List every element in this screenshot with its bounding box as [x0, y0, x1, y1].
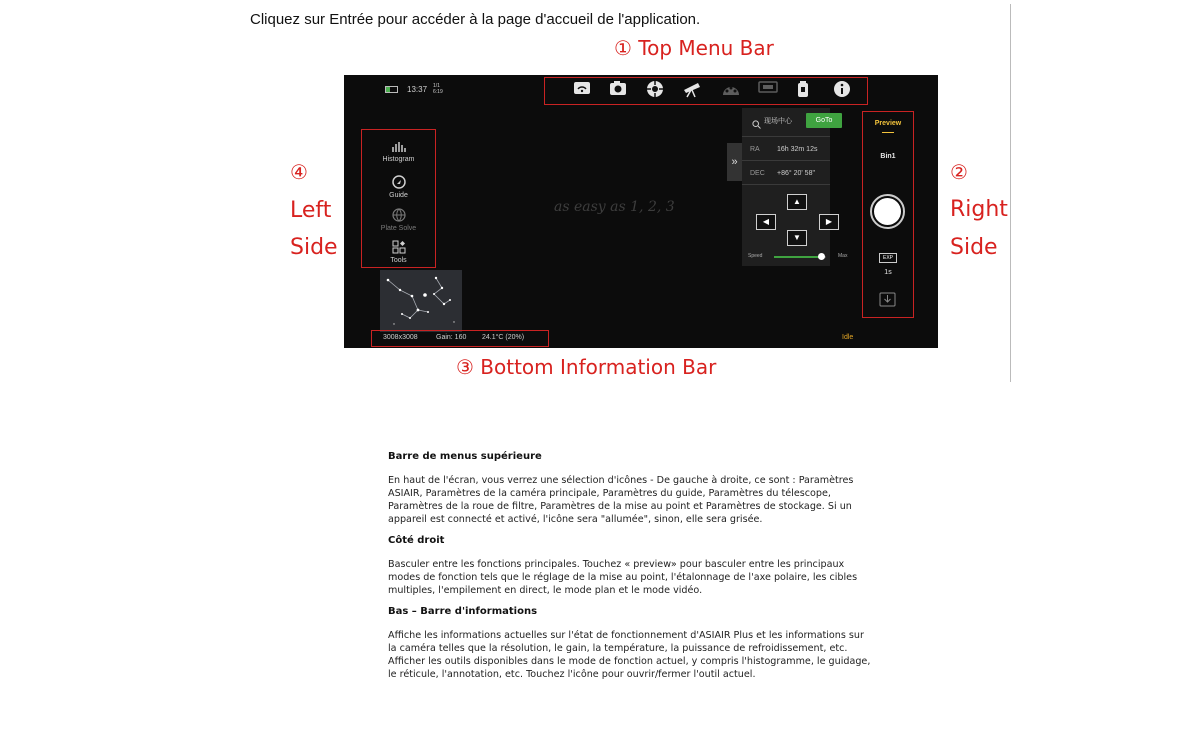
download-icon[interactable] [879, 292, 896, 307]
target-search-input[interactable]: 现场中心 [764, 118, 792, 125]
mode-preview-tab[interactable]: Preview [874, 120, 902, 127]
section-line: multiples, l'empilement en direct, le mode plan et le mode vidéo. [388, 585, 703, 596]
section-title: Bas – Barre d'informations [388, 606, 538, 617]
top-menu-bar-highlight [544, 77, 868, 105]
move-left-button[interactable]: ◀ [756, 214, 776, 230]
battery-icon [385, 86, 398, 93]
callout-left-word2: Side [290, 235, 338, 260]
speed-label: Speed [748, 253, 763, 259]
callout-right-word1: Right [950, 197, 1008, 222]
section-line: Paramètres de la roue de filtre, Paramètres de la mise au point et Paramètres de stockage. Si un [388, 501, 852, 512]
exposure-button[interactable]: EXP [879, 253, 897, 263]
callout-right-word2: Side [950, 235, 998, 260]
focuser-icon[interactable] [758, 80, 778, 100]
info-icon[interactable] [832, 80, 852, 100]
temperature-text: 24.1°C (20%) [482, 334, 525, 341]
bin-button[interactable]: Bin1 [880, 153, 896, 160]
section-line: modes de fonction tels que le réglage de la mise au point, l'étalonnage de l'axe polaire, les cibles [388, 572, 858, 583]
clock: 13:37 [407, 85, 428, 94]
dec-label: DEC [750, 170, 765, 177]
guide-icon [361, 175, 436, 192]
guide-settings-icon[interactable] [645, 80, 665, 100]
speed-slider[interactable] [774, 256, 826, 258]
plate-solve-tool[interactable] [361, 208, 436, 232]
speed-slider-knob[interactable] [818, 253, 825, 260]
tools-tool[interactable] [361, 240, 436, 264]
gain-text: Gain: 160 [436, 334, 467, 341]
camera-icon[interactable] [608, 80, 628, 100]
move-right-button[interactable]: ▶ [819, 214, 839, 230]
section-line: ASIAIR, Paramètres de la caméra principale, Paramètres du guide, Paramètres du télescope, [388, 488, 831, 499]
tools-label: Tools [390, 257, 407, 264]
tools-icon [361, 240, 436, 257]
telescope-icon[interactable] [682, 80, 702, 100]
section-line: le réticule, l'annotation, etc. Touchez l'icône pour ouvrir/fermer l'outil actuel. [388, 669, 756, 680]
filter-wheel-icon[interactable] [721, 80, 741, 100]
histogram-icon [361, 141, 436, 156]
goto-panel [742, 108, 848, 266]
histogram-tool[interactable] [361, 141, 436, 163]
shutter-button[interactable] [870, 194, 905, 229]
histogram-label: Histogram [382, 156, 415, 163]
move-up-button[interactable]: ▲ [787, 194, 807, 210]
search-icon[interactable] [752, 116, 761, 125]
plate-solve-icon [361, 208, 436, 225]
ra-label: RA [750, 146, 760, 153]
goto-button[interactable]: GoTo [806, 113, 842, 128]
guide-tool[interactable] [361, 175, 436, 199]
section-line: la caméra telles que la résolution, le gain, la température, la puissance de refroidissement, etc. [388, 643, 848, 654]
section-title: Côté droit [388, 535, 445, 546]
ra-value: 16h 32m 12s [777, 146, 818, 153]
document-body [388, 451, 948, 681]
plate-solve-label: Plate Solve [380, 225, 417, 232]
section-line: Afficher les outils disponibles dans le mode de fonction actuel, y compris l'histogramme, le guidage, [388, 656, 871, 667]
section-line: En haut de l'écran, vous verrez une sélection d'icônes - De gauche à droite, ce sont : Paramètres [388, 475, 854, 486]
move-down-button[interactable]: ▼ [787, 230, 807, 246]
section-title: Barre de menus supérieure [388, 451, 542, 462]
section-line: appareil est connecté et activé, l'icône sera "allumée", sinon, elle sera grisée. [388, 514, 763, 525]
dec-value: +86° 20' 58" [777, 170, 815, 177]
callout-left-number: ④ [290, 160, 308, 184]
resolution-text: 3008x3008 [383, 334, 418, 341]
section-line: Affiche les informations actuelles sur l'état de fonctionnement d'ASIAIR Plus et les informations sur [388, 630, 864, 641]
callout-right-number: ② [950, 160, 968, 184]
storage-icon[interactable] [793, 80, 813, 100]
watermark-text: as easy as 1, 2, 3 [554, 199, 675, 215]
date-line1: 1/1 [433, 83, 440, 89]
preview-thumbnail[interactable] [380, 270, 462, 332]
wifi-icon[interactable] [572, 81, 592, 101]
guide-label: Guide [389, 192, 408, 199]
mode-indicator [882, 132, 894, 133]
date-line2: 6:19 [433, 89, 443, 95]
vertical-divider [1010, 4, 1011, 382]
speed-max-label: Max [838, 253, 848, 259]
status-text: Idle [842, 334, 854, 341]
intro-text: Cliquez sur Entrée pour accéder à la page d'accueil de l'application. [250, 11, 701, 28]
callout-top-menu-bar: ① Top Menu Bar [614, 36, 774, 60]
callout-bottom-info-bar: ③ Bottom Information Bar [456, 355, 717, 379]
callout-left-word1: Left [290, 198, 332, 223]
section-line: Basculer entre les fonctions principales. Touchez « preview» pour basculer entre les principaux [388, 559, 845, 570]
app-screenshot [344, 75, 938, 348]
panel-collapse-button[interactable]: » [727, 143, 742, 181]
exposure-value: 1s [884, 269, 892, 276]
